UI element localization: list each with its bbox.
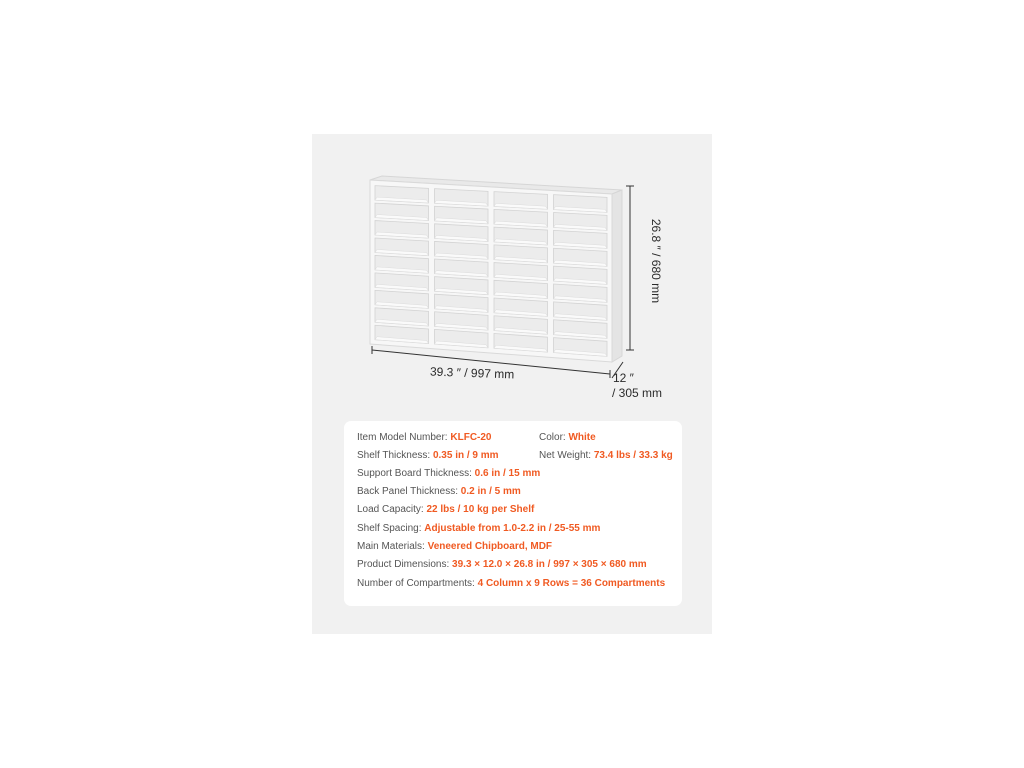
depth-label-mm: / 305 mm bbox=[612, 386, 663, 400]
width-label: 39.3 ″ / 997 mm bbox=[429, 364, 515, 382]
specifications-card bbox=[344, 421, 682, 606]
spec-net-weight: Net Weight: 73.4 lbs / 33.3 kg bbox=[539, 450, 673, 461]
spec-back-panel-thickness: Back Panel Thickness: 0.2 in / 5 mm bbox=[357, 486, 521, 497]
spec-product-dimensions: Product Dimensions: 39.3 × 12.0 × 26.8 in / 997 × 305 × 680 mm bbox=[357, 559, 647, 570]
spec-shelf-spacing: Shelf Spacing: Adjustable from 1.0-2.2 in / 25-55 mm bbox=[357, 523, 601, 534]
file-organizer-cabinet bbox=[370, 176, 622, 362]
spec-model-number: Item Model Number: KLFC-20 bbox=[357, 432, 492, 443]
spec-color: Color: White bbox=[539, 432, 596, 443]
spec-load-capacity: Load Capacity: 22 lbs / 10 kg per Shelf bbox=[357, 504, 535, 515]
product-figure bbox=[312, 134, 712, 404]
depth-label-inches: 12 ″ bbox=[613, 371, 634, 385]
height-dimension-line bbox=[626, 186, 634, 350]
spec-main-materials: Main Materials: Veneered Chipboard, MDF bbox=[357, 541, 553, 552]
height-label: 26.8 ″ / 680 mm bbox=[649, 218, 664, 304]
spec-number-of-compartments: Number of Compartments: 4 Column x 9 Rows = 36 Compartments bbox=[357, 578, 666, 589]
product-info-panel bbox=[312, 134, 712, 634]
spec-support-board-thickness: Support Board Thickness: 0.6 in / 15 mm bbox=[357, 468, 541, 479]
spec-shelf-thickness: Shelf Thickness: 0.35 in / 9 mm bbox=[357, 450, 499, 461]
